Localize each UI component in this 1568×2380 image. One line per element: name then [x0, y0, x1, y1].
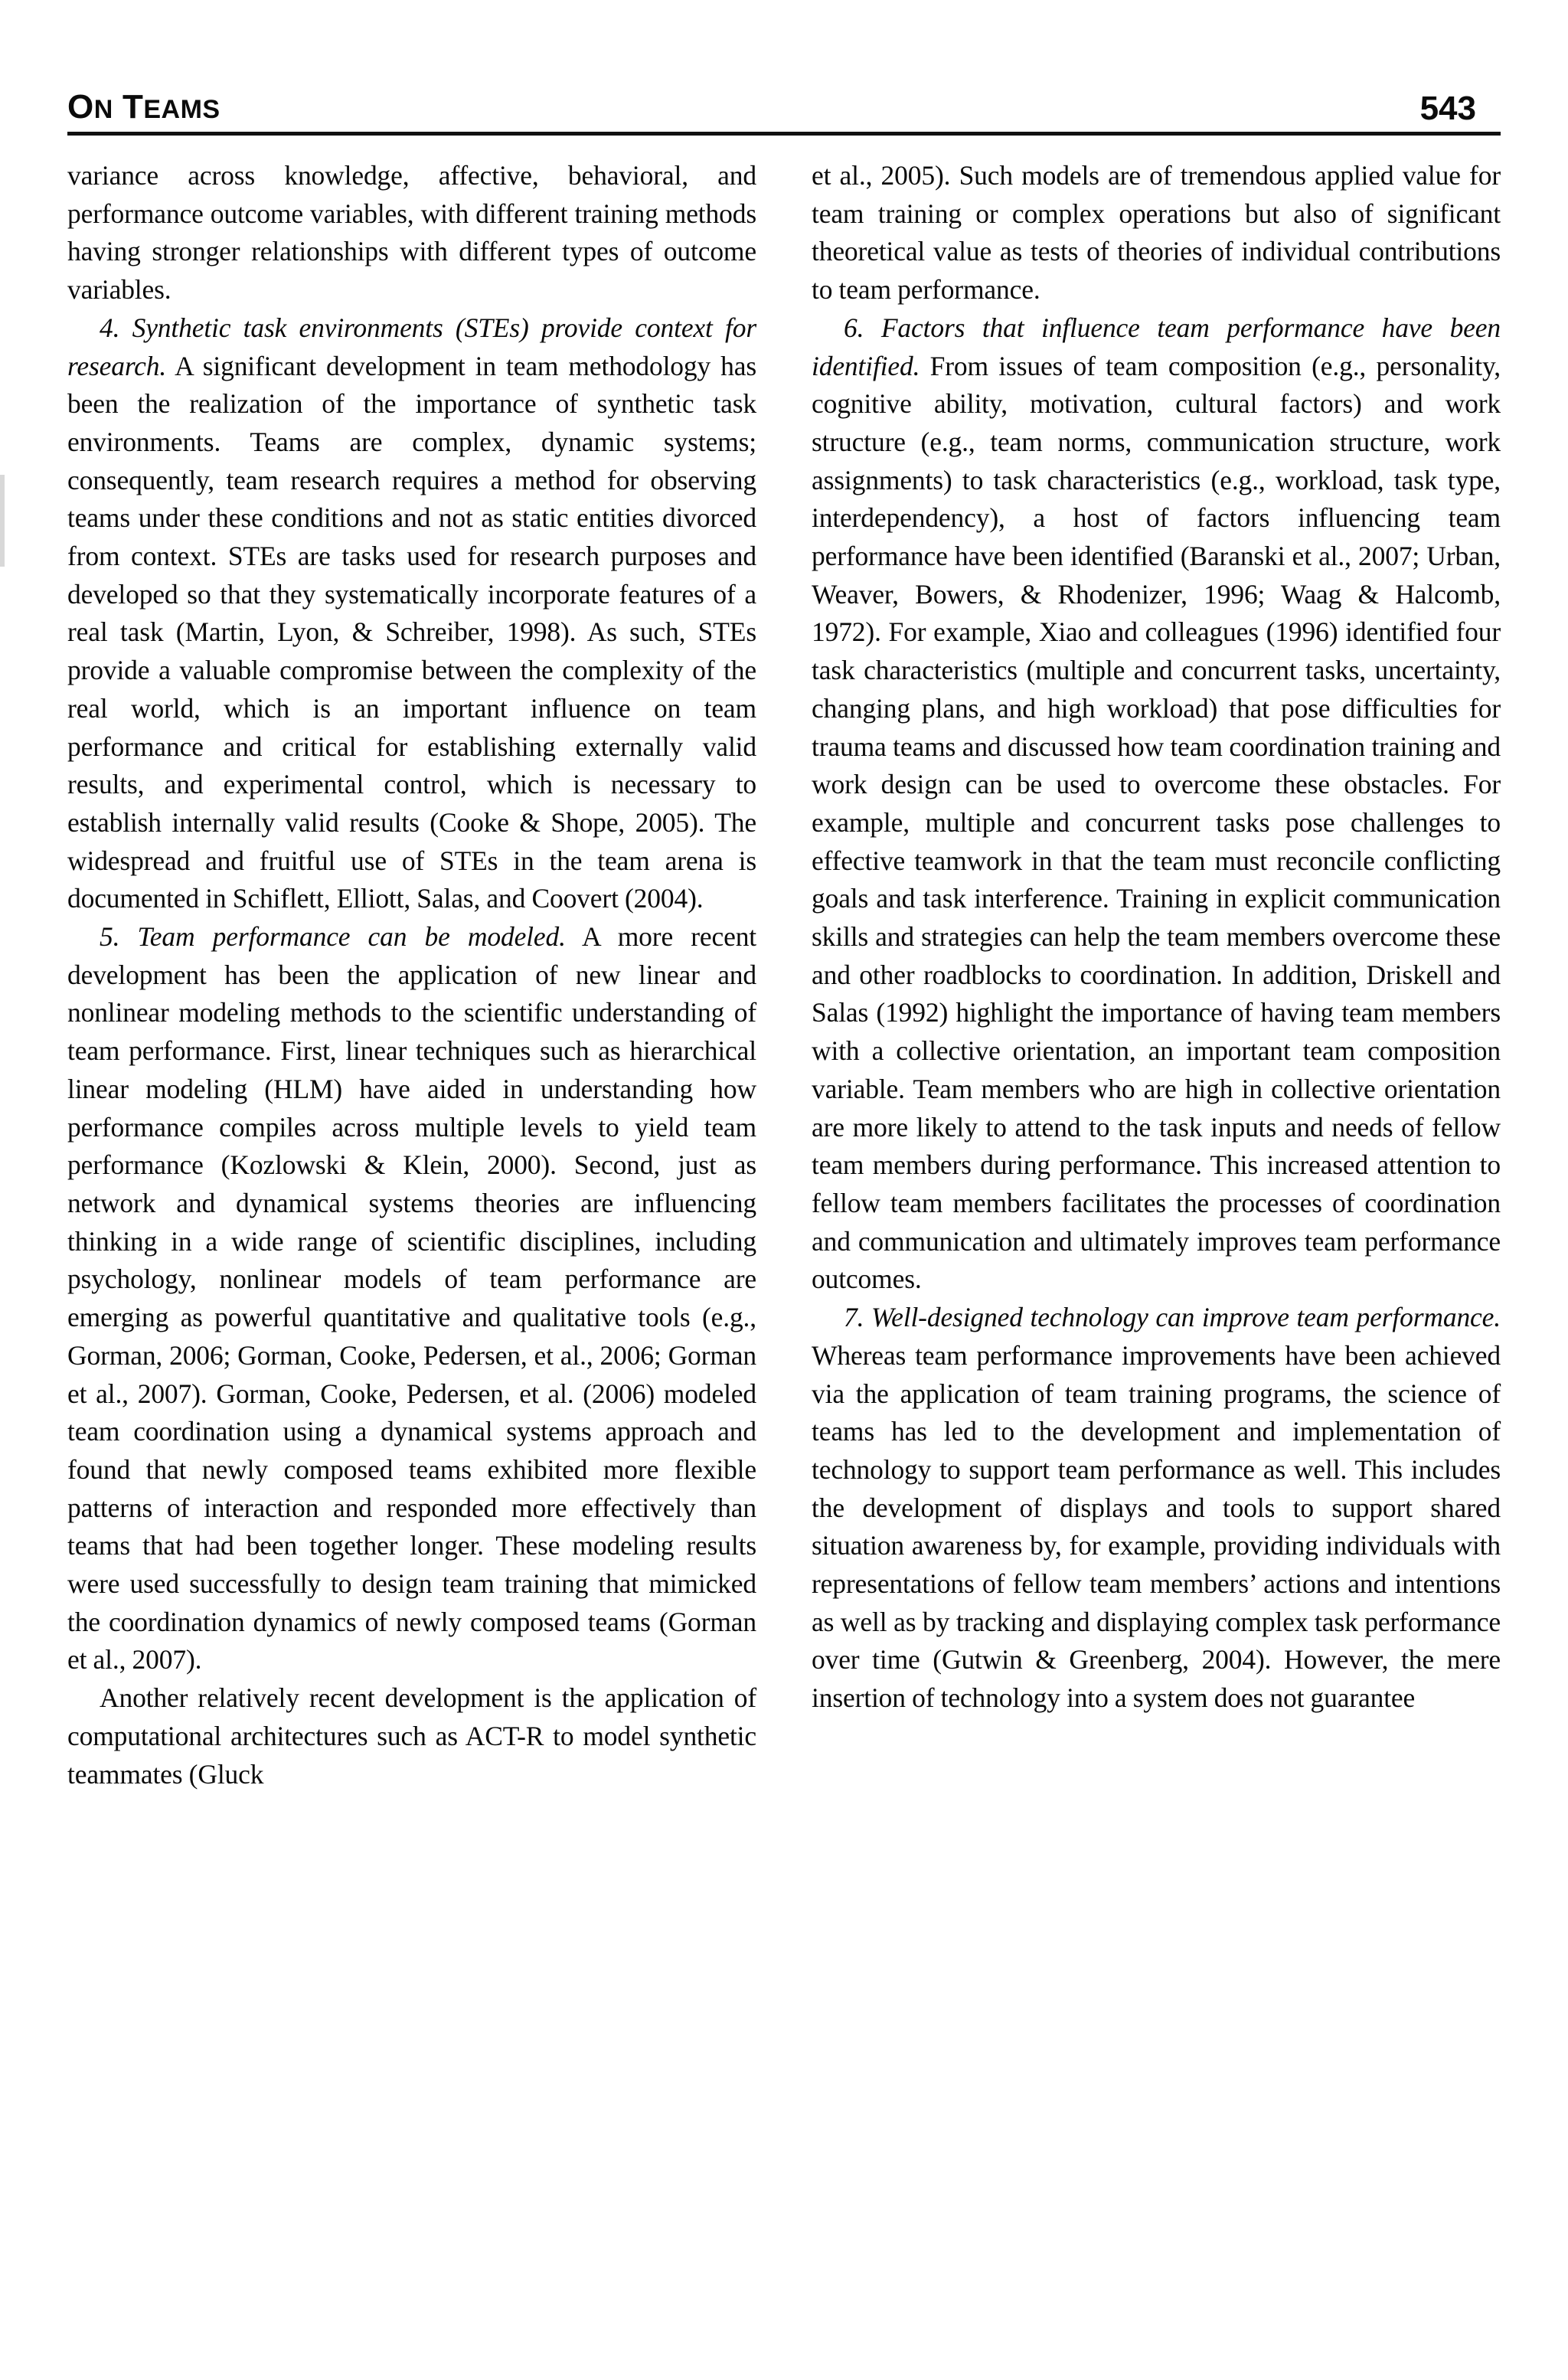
- paragraph: [67, 1679, 756, 1793]
- paragraph: [67, 918, 756, 1679]
- left-column: [67, 157, 756, 2288]
- paragraph-body: A more recent development has been the application of new linear and nonlinear modeling methods to the scientific understanding of team performance. First, linear techniques such as hierarchical linear modeling (HLM) have aided in understanding how performance compiles across multiple levels to yield team performance (Kozlowski & Klein, 2000). Second, just as network and dynamical systems theories are influencing thinking in a wide range of scientific disciplines, including psychology, nonlinear models of team performance are emerging as powerful quantitative and qualitative tools (e.g., Gorman, 2006; Gorman, Cooke, Pedersen, et al., 2006; Gorman et al., 2007). Gorman, Cooke, Pedersen, et al. (2006) modeled team coordination using a dynamical systems approach and found that newly composed teams exhibited more flexible patterns of interaction and responded more effectively than teams that had been together longer. These modeling results were used successfully to design team training that mimicked the coordination dynamics of newly composed teams (Gorman et al., 2007).: [67, 921, 757, 1675]
- running-head-title-cap-2: T: [122, 88, 144, 126]
- running-head-title: [67, 90, 220, 124]
- page-number: 543: [1419, 90, 1476, 127]
- paragraph-body: variance across knowledge, affective, behavioral, and performance outcome variables, with different training methods having stronger relationships with different types of outcome variables.: [67, 160, 756, 306]
- running-head-title-cap-1: O: [67, 88, 94, 126]
- body-columns: [67, 157, 1501, 2288]
- header-rule: [67, 132, 1501, 136]
- paragraph-body: A significant development in team methodology has been the realization of the importance of synthetic task environments. Teams are complex, dynamic systems; consequently, team research requires a method for observing teams under these conditions and not as static entities divorced from context. STEs are tasks used for research purposes and developed so that they systematically incorporate features of a real task (Martin, Lyon, & Schreiber, 1998). As such, STEs provide a valuable compromise between the complexity of the real world, which is an important influence on team performance and critical for establishing externally valid results, and experimental control, which is necessary to establish internally valid results (Cooke & Shope, 2005). The widespread and fruitful use of STEs in the team arena is documented in Schiflett, Elliott, Salas, and Coovert (2004).: [67, 350, 756, 914]
- paragraph: [67, 157, 756, 309]
- paragraph-lead: 4. Synthetic task environments (STEs) provide context for research.: [67, 312, 756, 381]
- right-column: [812, 157, 1501, 2288]
- paragraph: [812, 157, 1501, 309]
- paragraph-lead: 7. Well-designed technology can improve team performance.: [844, 1302, 1501, 1333]
- paragraph-lead: 5. Team performance can be modeled.: [100, 921, 566, 953]
- running-head-title-rest-2: EAMS: [143, 95, 220, 124]
- paragraph: [812, 1299, 1501, 1718]
- paragraph: [812, 309, 1501, 1299]
- paragraph-lead: 6. Factors that influence team performance have been identified.: [812, 312, 1501, 381]
- running-head-title-rest-1: N: [93, 95, 113, 124]
- scan-edge-artifact: [0, 475, 5, 567]
- paragraph-body: Another relatively recent development is the application of computational architectures such as ACT-R to model synthetic teammates (Gluck: [67, 1682, 756, 1790]
- paragraph-body: From issues of team composition (e.g., personality, cognitive ability, motivation, cultural factors) and work structure (e.g., team norms, communication structure, work assignments) to task characteristics (e.g., workload, task type, interdependency), a host of factors influencing team performance have been identified (Baranski et al., 2007; Urban, Weaver, Bowers, & Rhodenizer, 1996; Waag & Halcomb, 1972). For example, Xiao and colleagues (1996) identified four task characteristics (multiple and concurrent tasks, uncertainty, changing plans, and high workload) that pose difficulties for trauma teams and discussed how team coordination training and work design can be used to overcome these obstacles. For example, multiple and concurrent tasks pose challenges to effective teamwork in that the team must reconcile conflicting goals and task interference. Training in explicit communication skills and strategies can help the team members overcome these and other roadblocks to coordination. In addition, Driskell and Salas (1992) highlight the importance of having team members with a collective orientation, an important team composition variable. Team members who are high in collective orientation are more likely to attend to the task inputs and needs of fellow team members during performance. This increased attention to fellow team members facilitates the processes of coordination and communication and ultimately improves team performance outcomes.: [812, 350, 1501, 1295]
- running-head: [67, 64, 1501, 130]
- paragraph-body: et al., 2005). Such models are of tremendous applied value for team training or complex operations but also of significant theoretical value as tests of theories of individual contributions to team performance.: [812, 160, 1501, 306]
- paragraph-body: Whereas team performance improvements have been achieved via the application of team training programs, the science of teams has led to the development and implementation of technology to support team performance as well. This includes the development of displays and tools to support shared situation awareness by, for example, providing individuals with representations of fellow team members’ actions and intentions as well as by tracking and displaying complex task performance over time (Gutwin & Greenberg, 2004). However, the mere insertion of technology into a system does not guarantee: [812, 1339, 1501, 1714]
- paragraph: [67, 309, 756, 918]
